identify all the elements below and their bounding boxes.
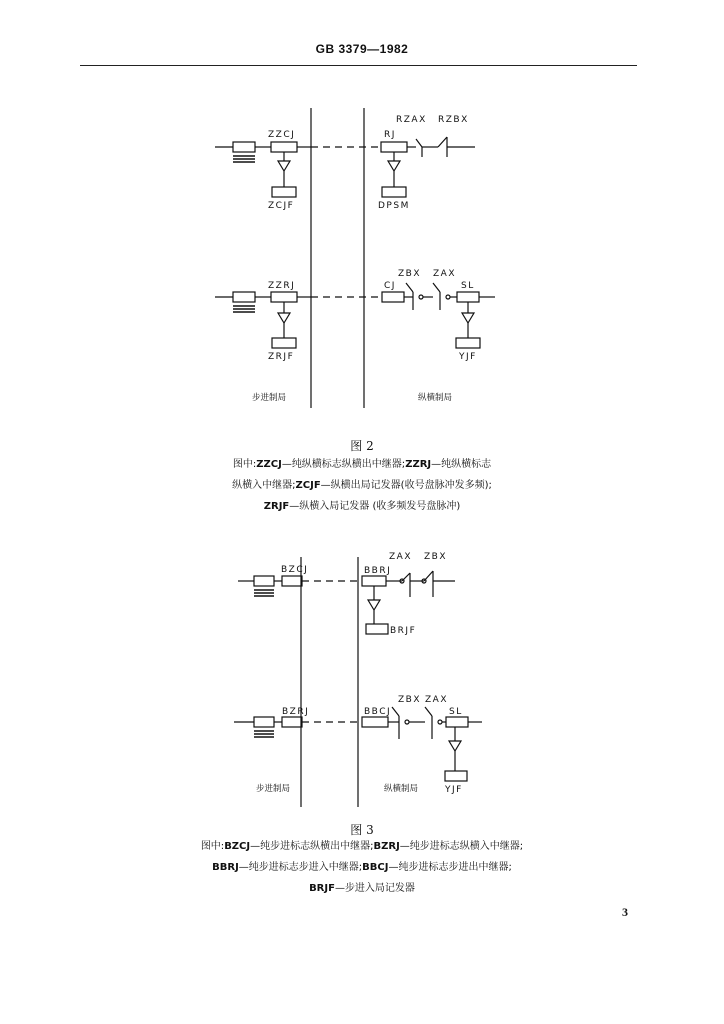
fig2-zzrj-label: ZZRJ	[268, 281, 296, 291]
fig3-bzcj-label: BZCJ	[281, 565, 309, 575]
fig2-rzbx-label: RZBX	[438, 115, 469, 125]
fig2-zcjf-label: ZCJF	[268, 201, 295, 211]
caption-term: ZZCJ	[256, 459, 282, 470]
caption-term: BRJF	[309, 883, 335, 894]
fig3-bbrj-label: BBRJ	[364, 566, 392, 576]
fig3-sl-label: SL	[449, 707, 463, 717]
fig3-brjf-label: BRJF	[390, 626, 417, 636]
caption-text: —纯步进标志纵横出中继器;	[250, 841, 374, 852]
fig2-office-right: 纵横制局	[418, 393, 453, 403]
figure-2-title: 图 2	[350, 439, 374, 453]
caption-text: —步进入局记发器	[334, 883, 415, 894]
fig3-bbcj-label: BBCJ	[364, 707, 392, 717]
figure-2-diagram	[0, 0, 724, 420]
fig3-bzrj-label: BZRJ	[282, 707, 310, 717]
fig2-cj-label: CJ	[384, 281, 396, 291]
fig3-zax2-label: ZAX	[425, 695, 448, 705]
caption-text: —纯纵横标志纵横出中继器;	[281, 459, 406, 470]
fig3-zax-label: ZAX	[389, 552, 412, 562]
fig2-zrjf-label: ZRJF	[268, 352, 295, 362]
caption-text: —纯步进标志步进入中继器;	[238, 862, 363, 873]
fig3-yjf-label: YJF	[445, 785, 463, 795]
fig3-zbx-label: ZBX	[424, 552, 448, 562]
figure-2-caption	[0, 454, 724, 517]
figure-3-title: 图 3	[350, 823, 374, 837]
fig2-rj-label: RJ	[384, 130, 396, 140]
fig2-yjf-label: YJF	[459, 352, 477, 362]
fig3-caption-line	[0, 878, 724, 899]
fig2-sl-label: SL	[461, 281, 475, 291]
fig2-zax-label: ZAX	[433, 269, 456, 279]
caption-text: 纵横入中继器;	[232, 480, 296, 491]
caption-term: BBCJ	[362, 862, 389, 873]
fig2-dpsm-label: DPSM	[378, 201, 410, 211]
fig2-rzax-label: RZAX	[396, 115, 427, 125]
caption-term: ZZRJ	[405, 459, 432, 470]
fig2-office-left: 步进制局	[252, 393, 287, 403]
caption-term: BBRJ	[212, 862, 239, 873]
page-header: GB 3379—1982	[315, 42, 409, 56]
fig3-office-right: 纵横制局	[384, 784, 419, 794]
fig2-zbx-label: ZBX	[398, 269, 422, 279]
caption-text: 图中:	[200, 841, 225, 852]
caption-text: —纯步进标志步进出中继器;	[388, 862, 512, 873]
fig3-office-left: 步进制局	[256, 784, 291, 794]
fig3-caption-line	[0, 836, 724, 857]
caption-term: ZRJF	[263, 501, 290, 512]
fig2-caption-line	[0, 454, 724, 475]
caption-text: —纯纵横标志	[431, 459, 492, 470]
caption-text: —纯步进标志纵横入中继器;	[399, 841, 524, 852]
fig3-zbx2-label: ZBX	[398, 695, 422, 705]
caption-term: BZCJ	[224, 841, 251, 852]
fig2-caption-line	[0, 496, 724, 517]
page-number: 3	[622, 905, 628, 919]
fig2-zzcj-label: ZZCJ	[268, 130, 296, 140]
caption-text: —纵横出局记发器(收号盘脉冲发多频);	[320, 480, 492, 491]
fig2-caption-line	[0, 475, 724, 496]
figure-3-diagram	[0, 540, 724, 820]
caption-text: —纵横入局记发器 (收多频发号盘脉冲)	[289, 501, 461, 512]
caption-term: ZCJF	[295, 480, 321, 491]
fig3-caption-line	[0, 857, 724, 878]
caption-term: BZRJ	[373, 841, 400, 852]
caption-text: 图中:	[232, 459, 257, 470]
figure-3-caption	[0, 836, 724, 899]
